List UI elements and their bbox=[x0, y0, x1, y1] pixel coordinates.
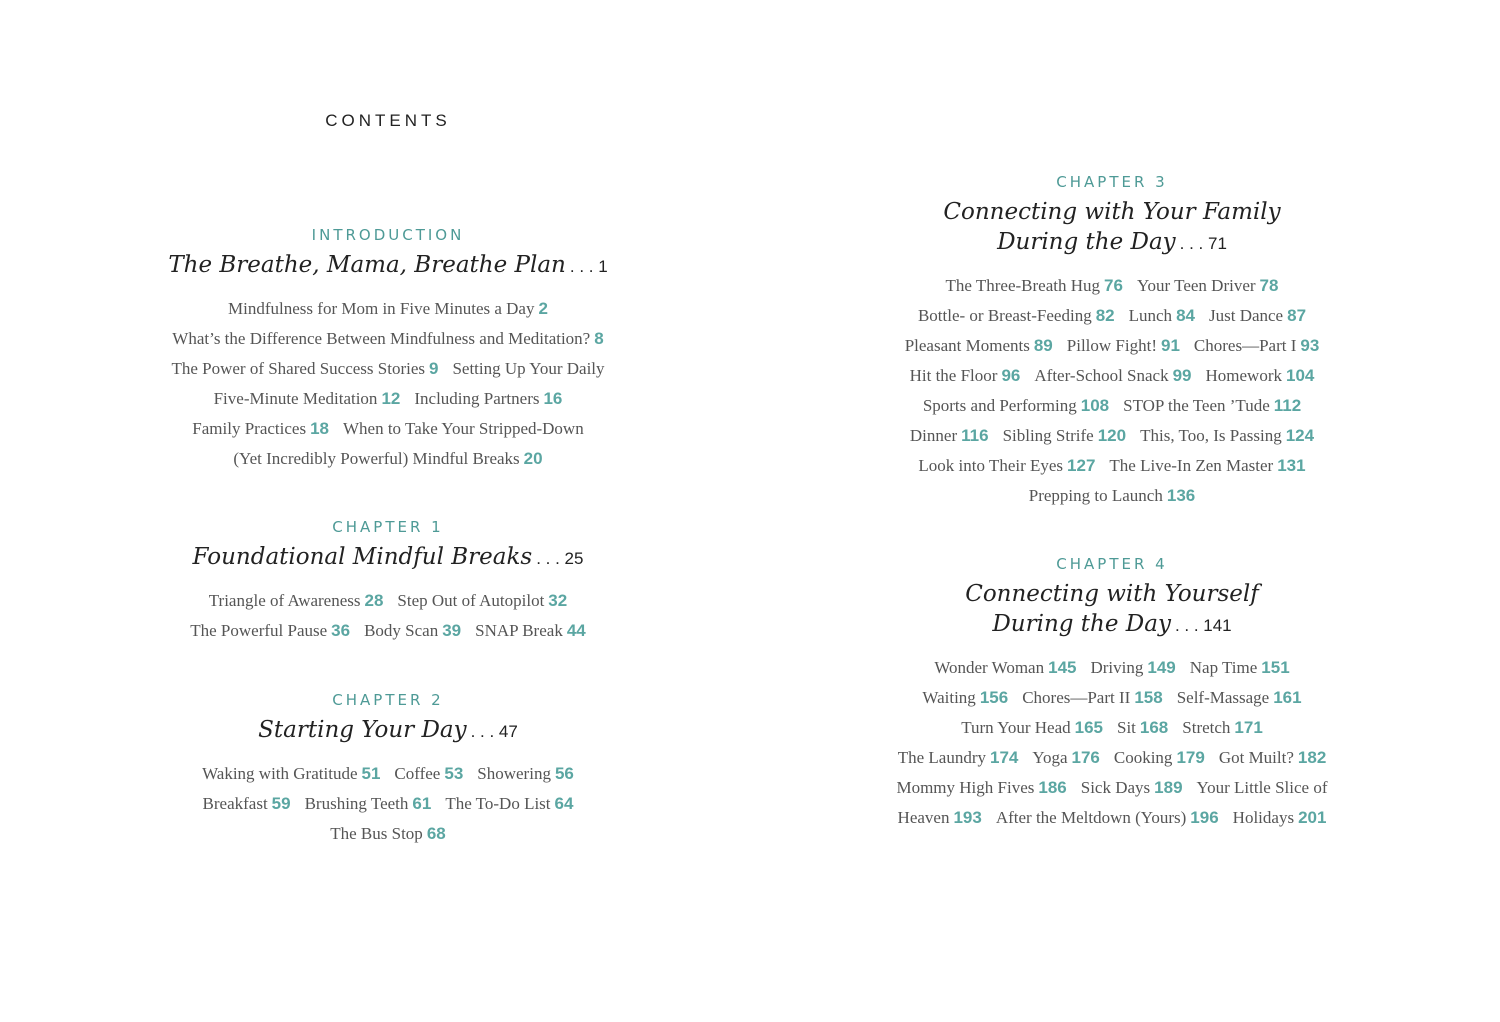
toc-entry[interactable] bbox=[996, 808, 1219, 827]
entry-title: Sports and Performing bbox=[922, 396, 1077, 415]
entry-line bbox=[812, 653, 1412, 683]
entry-page-number: 61 bbox=[412, 794, 432, 813]
toc-entry[interactable] bbox=[445, 794, 573, 813]
entry-page-number: 158 bbox=[1134, 688, 1163, 707]
toc-entry[interactable] bbox=[910, 426, 989, 445]
entry-page-number: 201 bbox=[1298, 808, 1327, 827]
toc-entry[interactable] bbox=[1090, 658, 1175, 677]
entry-title: Sit bbox=[1116, 718, 1136, 737]
entry-title: Sick Days bbox=[1080, 778, 1151, 797]
toc-entry[interactable] bbox=[922, 688, 1008, 707]
entry-page-number: 156 bbox=[979, 688, 1009, 707]
entry-title: SNAP Break bbox=[475, 621, 563, 640]
entry-line bbox=[88, 294, 688, 324]
entry-line bbox=[812, 391, 1412, 421]
entry-page-number: 8 bbox=[594, 329, 604, 348]
toc-entry[interactable] bbox=[1109, 456, 1305, 475]
entry-title: Holidays bbox=[1232, 808, 1295, 827]
entry-line bbox=[812, 301, 1412, 331]
entry-title: STOP the Teen ’Tude bbox=[1123, 396, 1270, 415]
entry-line bbox=[812, 743, 1412, 773]
toc-entry[interactable] bbox=[203, 794, 291, 813]
toc-entry[interactable] bbox=[1137, 276, 1279, 295]
entry-page-number: 36 bbox=[331, 621, 351, 640]
entry-title: Wonder Woman bbox=[934, 658, 1045, 677]
entry-page-number: 84 bbox=[1176, 306, 1195, 325]
toc-entry[interactable] bbox=[1206, 366, 1315, 385]
toc-entry[interactable] bbox=[397, 591, 567, 610]
toc-entry[interactable] bbox=[1123, 396, 1301, 415]
entry-title: Showering bbox=[477, 764, 551, 783]
section-start-page: . . . 71 bbox=[1179, 234, 1227, 253]
entry-title: The Laundry bbox=[897, 748, 986, 767]
page-title: CONTENTS bbox=[325, 111, 451, 130]
toc-entry[interactable] bbox=[214, 389, 401, 408]
toc-entry[interactable] bbox=[898, 748, 1019, 767]
toc-entry[interactable] bbox=[1219, 748, 1326, 767]
entry-title: Your Teen Driver bbox=[1136, 276, 1256, 295]
entry-page-number: 89 bbox=[1033, 336, 1053, 355]
entry-page-number: 196 bbox=[1190, 808, 1219, 827]
toc-entry[interactable] bbox=[1003, 426, 1127, 445]
entry-page-number: 104 bbox=[1286, 366, 1315, 385]
entry-page-number: 171 bbox=[1234, 718, 1263, 737]
entry-title: Breakfast bbox=[202, 794, 268, 813]
entry-title: Just Dance bbox=[1208, 306, 1284, 325]
entry-page-number: 68 bbox=[426, 824, 446, 843]
entry-title: Brushing Teeth bbox=[304, 794, 409, 813]
entry-line bbox=[812, 331, 1412, 361]
entry-title: Cooking bbox=[1113, 748, 1173, 767]
entry-page-number: 149 bbox=[1147, 658, 1176, 677]
toc-entry[interactable] bbox=[1081, 778, 1183, 797]
toc-entry[interactable] bbox=[343, 419, 584, 438]
toc-entry[interactable] bbox=[910, 366, 1021, 385]
entry-line bbox=[88, 586, 688, 616]
section-eyebrow: CHAPTER 2 bbox=[332, 691, 444, 709]
toc-entry[interactable] bbox=[1209, 306, 1306, 325]
toc-entry[interactable] bbox=[228, 299, 548, 318]
toc-entry[interactable] bbox=[172, 329, 603, 348]
entry-page-number: 51 bbox=[361, 764, 381, 783]
entry-title: Homework bbox=[1205, 366, 1282, 385]
entry-page-number: 87 bbox=[1287, 306, 1307, 325]
entry-page-number: 127 bbox=[1067, 456, 1096, 475]
entry-page-number: 189 bbox=[1154, 778, 1183, 797]
entry-title: Chores—Part I bbox=[1193, 336, 1297, 355]
entry-title: Chores—Part II bbox=[1022, 688, 1131, 707]
toc-entry[interactable] bbox=[1117, 718, 1168, 737]
toc-entry[interactable] bbox=[475, 621, 586, 640]
entry-page-number: 56 bbox=[554, 764, 574, 783]
toc-entry[interactable] bbox=[918, 306, 1115, 325]
toc-entry[interactable] bbox=[452, 359, 604, 378]
entry-page-number: 131 bbox=[1277, 456, 1306, 475]
entry-page-number: 182 bbox=[1297, 748, 1327, 767]
entry-title: Mindfulness for Mom in Five Minutes a Day bbox=[228, 299, 535, 318]
section-heading[interactable] bbox=[88, 250, 688, 282]
toc-entry[interactable] bbox=[305, 794, 432, 813]
entry-page-number: 2 bbox=[538, 299, 548, 318]
toc-entry[interactable] bbox=[1129, 306, 1195, 325]
entry-title: Hit the Floor bbox=[909, 366, 998, 385]
entry-page-number: 179 bbox=[1176, 748, 1205, 767]
entry-page-number: 124 bbox=[1285, 426, 1315, 445]
entry-title: Setting Up Your Daily bbox=[452, 359, 605, 378]
entry-title: Triangle of Awareness bbox=[208, 591, 361, 610]
entry-page-number: 59 bbox=[271, 794, 291, 813]
section-title-line2: During the Day bbox=[997, 229, 1176, 255]
toc-entry[interactable] bbox=[1067, 336, 1180, 355]
entry-page-number: 82 bbox=[1095, 306, 1115, 325]
toc-entry[interactable] bbox=[1022, 688, 1163, 707]
entry-title: Including Partners bbox=[414, 389, 540, 408]
toc-entry[interactable] bbox=[190, 621, 350, 640]
entry-title: Pillow Fight! bbox=[1066, 336, 1157, 355]
toc-section bbox=[88, 224, 688, 474]
entry-title: This, Too, Is Passing bbox=[1140, 426, 1282, 445]
entry-title: Lunch bbox=[1128, 306, 1173, 325]
toc-entry[interactable] bbox=[918, 456, 1095, 475]
entry-line bbox=[812, 451, 1412, 481]
toc-entry[interactable] bbox=[233, 449, 542, 468]
entry-title: The Bus Stop bbox=[330, 824, 423, 843]
section-eyebrow: CHAPTER 4 bbox=[1056, 555, 1168, 573]
toc-entry[interactable] bbox=[192, 419, 329, 438]
entry-title: Dinner bbox=[909, 426, 958, 445]
toc-entry[interactable] bbox=[1177, 688, 1302, 707]
entry-line bbox=[88, 759, 688, 789]
entry-line bbox=[88, 819, 688, 849]
entry-title: (Yet Incredibly Powerful) Mindful Breaks bbox=[233, 449, 520, 468]
section-heading[interactable] bbox=[812, 197, 1412, 259]
toc-entry[interactable] bbox=[1034, 366, 1191, 385]
entry-line bbox=[812, 271, 1412, 301]
entry-title: When to Take Your Stripped-Down bbox=[342, 419, 584, 438]
entry-page-number: 20 bbox=[523, 449, 543, 468]
toc-entry[interactable] bbox=[1190, 658, 1290, 677]
entry-page-number: 78 bbox=[1259, 276, 1279, 295]
entry-page-number: 16 bbox=[543, 389, 563, 408]
toc-section bbox=[88, 516, 688, 646]
entry-title: The Three-Breath Hug bbox=[945, 276, 1101, 295]
entry-page-number: 9 bbox=[428, 359, 439, 378]
entry-title: Stretch bbox=[1182, 718, 1231, 737]
toc-entry[interactable] bbox=[923, 396, 1109, 415]
toc-entry[interactable] bbox=[946, 276, 1123, 295]
entry-title: Yoga bbox=[1032, 748, 1068, 767]
toc-entry[interactable] bbox=[1194, 336, 1319, 355]
section-start-page: . . . 141 bbox=[1174, 616, 1232, 635]
entry-title: Family Practices bbox=[192, 419, 307, 438]
toc-entry[interactable] bbox=[202, 764, 380, 783]
section-heading[interactable] bbox=[88, 715, 688, 747]
entry-title: Coffee bbox=[394, 764, 441, 783]
toc-entry[interactable] bbox=[1233, 808, 1327, 827]
entry-title: Turn Your Head bbox=[961, 718, 1071, 737]
section-eyebrow: INTRODUCTION bbox=[311, 226, 465, 244]
entry-page-number: 91 bbox=[1160, 336, 1180, 355]
entry-title: Look into Their Eyes bbox=[918, 456, 1064, 475]
entry-page-number: 76 bbox=[1104, 276, 1123, 295]
entry-page-number: 136 bbox=[1166, 486, 1196, 505]
entry-page-number: 53 bbox=[444, 764, 464, 783]
entry-page-number: 176 bbox=[1071, 748, 1100, 767]
section-start-page: . . . 47 bbox=[470, 722, 518, 741]
entry-page-number: 168 bbox=[1139, 718, 1169, 737]
entry-title: The Powerful Pause bbox=[190, 621, 328, 640]
entry-page-number: 151 bbox=[1261, 658, 1290, 677]
entry-title: Body Scan bbox=[364, 621, 439, 640]
toc-entry[interactable] bbox=[394, 764, 463, 783]
toc-entry[interactable] bbox=[414, 389, 562, 408]
toc-entry[interactable] bbox=[1029, 486, 1195, 505]
entry-title: Step Out of Autopilot bbox=[397, 591, 545, 610]
entry-line bbox=[812, 773, 1412, 803]
entry-list bbox=[812, 653, 1412, 833]
toc-entry[interactable] bbox=[898, 808, 982, 827]
toc-entry[interactable] bbox=[896, 778, 1066, 797]
entry-title: The Live-In Zen Master bbox=[1109, 456, 1274, 475]
entry-line bbox=[812, 481, 1412, 511]
entry-title: After the Meltdown (Yours) bbox=[995, 808, 1187, 827]
section-start-page: . . . 25 bbox=[536, 549, 584, 568]
toc-entry[interactable] bbox=[1197, 778, 1328, 797]
entry-line bbox=[812, 421, 1412, 451]
entry-title: After-School Snack bbox=[1034, 366, 1169, 385]
entry-title: The Power of Shared Success Stories bbox=[171, 359, 425, 378]
toc-entry[interactable] bbox=[477, 764, 574, 783]
entry-title: Waking with Gratitude bbox=[202, 764, 358, 783]
entry-line bbox=[812, 713, 1412, 743]
entry-line bbox=[88, 789, 688, 819]
entry-page-number: 18 bbox=[310, 419, 329, 438]
toc-entry[interactable] bbox=[961, 718, 1103, 737]
entry-page-number: 12 bbox=[381, 389, 401, 408]
section-eyebrow: CHAPTER 3 bbox=[1056, 173, 1168, 191]
entry-page-number: 64 bbox=[554, 794, 574, 813]
entry-page-number: 28 bbox=[364, 591, 384, 610]
section-title: The Breathe, Mama, Breathe Plan bbox=[168, 252, 566, 278]
entry-title: Waiting bbox=[922, 688, 976, 707]
entry-page-number: 165 bbox=[1074, 718, 1103, 737]
toc-entry[interactable] bbox=[934, 658, 1076, 677]
entry-page-number: 112 bbox=[1273, 396, 1302, 415]
section-title-line1: Connecting with Your Family bbox=[943, 199, 1281, 225]
entry-title: Sibling Strife bbox=[1002, 426, 1094, 445]
entry-line bbox=[88, 384, 688, 414]
entry-title: What’s the Difference Between Mindfulness and Meditation? bbox=[172, 329, 591, 348]
section-title: Foundational Mindful Breaks bbox=[192, 544, 533, 570]
entry-list bbox=[812, 271, 1412, 511]
toc-section bbox=[812, 171, 1412, 511]
entry-title: Heaven bbox=[897, 808, 950, 827]
toc-entry[interactable] bbox=[905, 336, 1053, 355]
entry-page-number: 44 bbox=[566, 621, 586, 640]
toc-entry[interactable] bbox=[330, 824, 445, 843]
entry-line bbox=[88, 324, 688, 354]
section-title-line2: During the Day bbox=[992, 611, 1171, 637]
entry-page-number: 120 bbox=[1097, 426, 1127, 445]
entry-line bbox=[88, 414, 688, 444]
entry-page-number: 161 bbox=[1273, 688, 1302, 707]
entry-line bbox=[812, 803, 1412, 833]
entry-title: Nap Time bbox=[1189, 658, 1258, 677]
entry-page-number: 96 bbox=[1001, 366, 1021, 385]
entry-title: Your Little Slice of bbox=[1196, 778, 1328, 797]
toc-entry[interactable] bbox=[1182, 718, 1263, 737]
entry-title: Mommy High Fives bbox=[896, 778, 1035, 797]
entry-title: Five-Minute Meditation bbox=[213, 389, 378, 408]
toc-entry[interactable] bbox=[1032, 748, 1100, 767]
entry-title: Self-Massage bbox=[1176, 688, 1270, 707]
toc-entry[interactable] bbox=[1114, 748, 1205, 767]
entry-page-number: 145 bbox=[1048, 658, 1077, 677]
entry-page-number: 99 bbox=[1172, 366, 1192, 385]
entry-page-number: 32 bbox=[548, 591, 568, 610]
section-eyebrow: CHAPTER 1 bbox=[332, 518, 444, 536]
toc-entry[interactable] bbox=[1140, 426, 1314, 445]
section-title-line1: Connecting with Yourself bbox=[965, 581, 1259, 607]
toc-entry[interactable] bbox=[209, 591, 384, 610]
entry-line bbox=[812, 361, 1412, 391]
section-heading[interactable] bbox=[88, 542, 688, 574]
section-start-page: . . . 1 bbox=[569, 257, 608, 276]
entry-line bbox=[88, 616, 688, 646]
entry-page-number: 186 bbox=[1038, 778, 1067, 797]
entry-list bbox=[88, 294, 688, 474]
toc-section bbox=[88, 689, 688, 849]
section-heading[interactable] bbox=[812, 579, 1412, 641]
entry-list bbox=[88, 586, 688, 646]
entry-title: Driving bbox=[1090, 658, 1144, 677]
entry-page-number: 108 bbox=[1080, 396, 1110, 415]
entry-line bbox=[88, 354, 688, 384]
entry-page-number: 174 bbox=[990, 748, 1019, 767]
entry-title: Prepping to Launch bbox=[1028, 486, 1163, 505]
section-title: Starting Your Day bbox=[258, 717, 467, 743]
entry-list bbox=[88, 759, 688, 849]
entry-title: Pleasant Moments bbox=[904, 336, 1030, 355]
entry-page-number: 193 bbox=[953, 808, 982, 827]
entry-title: The To-Do List bbox=[445, 794, 551, 813]
toc-entry[interactable] bbox=[171, 359, 438, 378]
entry-line bbox=[812, 683, 1412, 713]
entry-title: Bottle- or Breast-Feeding bbox=[917, 306, 1092, 325]
toc-section bbox=[812, 553, 1412, 833]
entry-title: Got Muilt? bbox=[1218, 748, 1294, 767]
toc-entry[interactable] bbox=[364, 621, 461, 640]
entry-page-number: 39 bbox=[442, 621, 462, 640]
entry-page-number: 93 bbox=[1300, 336, 1320, 355]
entry-line bbox=[88, 444, 688, 474]
entry-page-number: 116 bbox=[961, 426, 989, 445]
